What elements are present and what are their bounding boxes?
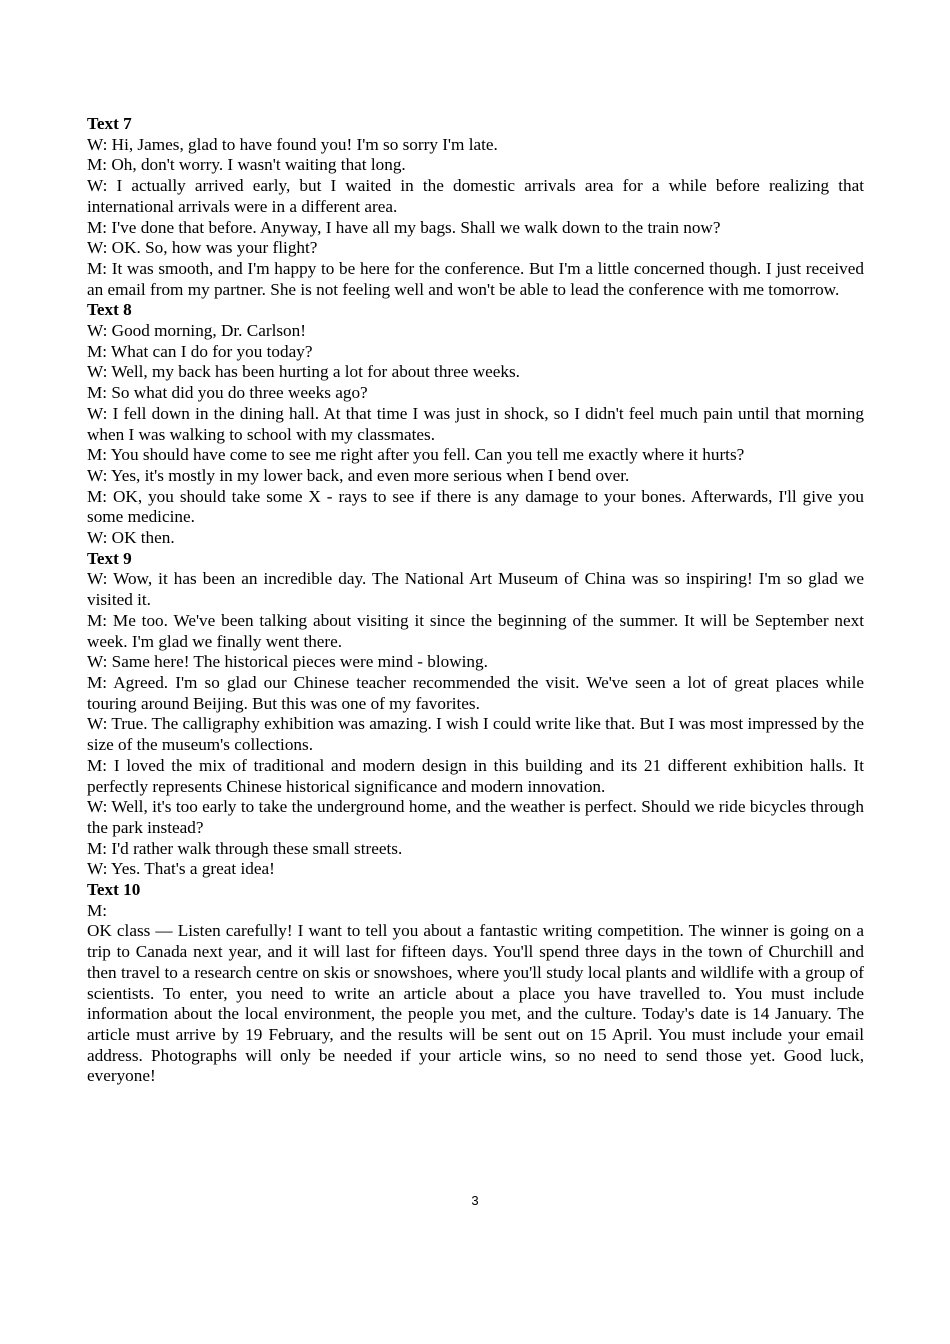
dialogue-line: W: OK then. xyxy=(87,528,175,548)
dialogue-line: M: Agreed. I'm so glad our Chinese teacher recommended the visit. We've seen a lot of great places while touring around Beijing. But this was one of my favorites. xyxy=(87,672,864,713)
page-number: 3 xyxy=(471,1193,479,1208)
section-text-7 xyxy=(87,114,864,300)
dialogue-line: M: I've done that before. Anyway, I have all my bags. Shall we walk down to the train now? xyxy=(87,217,721,237)
section-text-8 xyxy=(87,300,864,548)
dialogue-line: W: Good morning, Dr. Carlson! xyxy=(87,321,306,341)
section-heading: Text 8 xyxy=(87,300,132,320)
dialogue-line: M: Oh, don't worry. I wasn't waiting that long. xyxy=(87,155,406,175)
section-text-10 xyxy=(87,880,864,1087)
dialogue-line: M: What can I do for you today? xyxy=(87,341,313,361)
dialogue-line: W: Yes, it's mostly in my lower back, and even more serious when I bend over. xyxy=(87,465,630,485)
dialogue-line: W: Same here! The historical pieces were mind - blowing. xyxy=(87,652,488,672)
section-text-9 xyxy=(87,549,864,880)
dialogue-line: W: Wow, it has been an incredible day. The National Art Museum of China was so inspiring! I'm so glad we visited it. xyxy=(87,569,864,610)
dialogue-line: W: Hi, James, glad to have found you! I'm so sorry I'm late. xyxy=(87,134,498,154)
dialogue-line: W: Well, my back has been hurting a lot for about three weeks. xyxy=(87,362,520,382)
dialogue-line: M: You should have come to see me right after you fell. Can you tell me exactly where it hurts? xyxy=(87,445,745,465)
dialogue-line: W: OK. So, how was your flight? xyxy=(87,238,318,258)
monologue-paragraph: OK class — Listen carefully! I want to tell you about a fantastic writing competition. The winner is going on a trip to Canada next year, and it will last for fifteen days. You'll spend three days in the town of Churchill and then travel to a research centre on skis or snowshoes, where you'll study local plants and wildlife with a group of scientists. To enter, you need to write an article about a place you have travelled to. You must include information about the local environment, the people you met, and the culture. Today's date is 14 January. The article must arrive by 19 February, and the results will be sent out on 15 April. You must include your email address. Photographs will only be needed if your article wins, so no need to send those yet. Good luck, everyone! xyxy=(87,921,864,1086)
dialogue-line: W: Yes. That's a great idea! xyxy=(87,859,275,879)
dialogue-line: M: It was smooth, and I'm happy to be here for the conference. But I'm a little concerned though. I just received an email from my partner. She is not feeling well and won't be able to lead the conference with me tomorrow. xyxy=(87,258,864,299)
speaker-label: M: xyxy=(87,900,108,920)
dialogue-line: W: I fell down in the dining hall. At that time I was just in shock, so I didn't feel much pain until that morning when I was walking to school with my classmates. xyxy=(87,403,864,444)
document-body xyxy=(87,114,864,1087)
dialogue-line: M: OK, you should take some X - rays to see if there is any damage to your bones. Afterwards, I'll give you some medicine. xyxy=(87,486,864,527)
dialogue-line: M: So what did you do three weeks ago? xyxy=(87,383,368,403)
dialogue-line: W: Well, it's too early to take the underground home, and the weather is perfect. Should we ride bicycles through the park instead? xyxy=(87,797,864,837)
dialogue-line: W: True. The calligraphy exhibition was amazing. I wish I could write like that. But I was most impressed by the size of the museum's collections. xyxy=(87,714,864,755)
section-heading: Text 9 xyxy=(87,548,132,568)
section-heading: Text 7 xyxy=(87,114,132,133)
dialogue-line: M: I loved the mix of traditional and modern design in this building and its 21 different exhibition halls. It perfectly represents Chinese historical significance and modern innovation. xyxy=(87,755,864,796)
dialogue-line: M: I'd rather walk through these small streets. xyxy=(87,838,403,858)
section-heading: Text 10 xyxy=(87,880,141,900)
dialogue-line: M: Me too. We've been talking about visiting it since the beginning of the summer. It will be September next week. I'm glad we finally went there. xyxy=(87,610,864,651)
dialogue-line: W: I actually arrived early, but I waited in the domestic arrivals area for a while before realizing that international arrivals were in a different area. xyxy=(87,176,864,216)
